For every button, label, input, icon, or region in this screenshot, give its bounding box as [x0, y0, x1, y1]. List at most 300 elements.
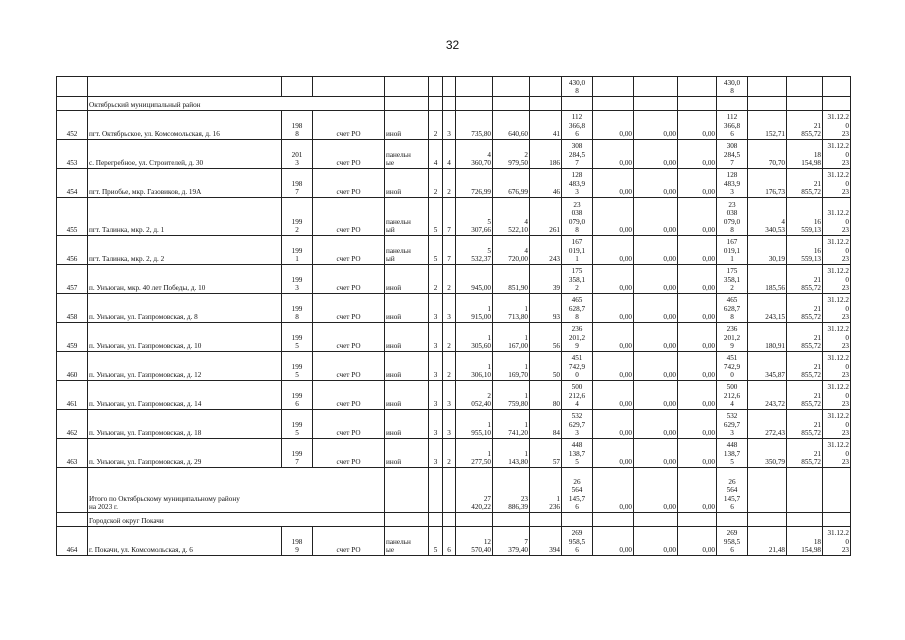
cell-addr: пгт. Талинка, мкр. 2, д. 2 — [88, 236, 282, 265]
total-f3: 0,00 — [678, 468, 717, 513]
cell-f1: 0,00 — [593, 527, 634, 556]
cell-a2: 7 379,40 — [493, 527, 530, 556]
table-cell — [385, 468, 429, 513]
cell-a1: 1 306,10 — [456, 352, 493, 381]
cell-fl: 5 — [429, 236, 443, 265]
table-cell — [429, 513, 443, 527]
cell-fl: 3 — [429, 381, 443, 410]
cell-a1: 735,80 — [456, 111, 493, 140]
cell-a2: 4 522,10 — [493, 198, 530, 236]
table-cell — [787, 468, 823, 513]
table-cell — [634, 77, 678, 97]
cell-f1: 0,00 — [593, 236, 634, 265]
table-row — [57, 265, 851, 294]
cell-no: 455 — [57, 198, 88, 236]
cell-dt: 31.12.20 23 — [823, 265, 851, 294]
section-header-row — [57, 97, 851, 111]
cell-a2: 851,90 — [493, 265, 530, 294]
table-cell — [634, 513, 678, 527]
cell-en: 3 — [443, 294, 456, 323]
total-res: 1 236 — [530, 468, 562, 513]
cell-f3: 0,00 — [678, 381, 717, 410]
cell-tot: 269 958,5 6 — [562, 527, 593, 556]
cell-fl: 5 — [429, 198, 443, 236]
cell-year: 199 5 — [282, 323, 313, 352]
cell-p1: 243,72 — [748, 381, 787, 410]
cell-tot: 451 742,9 0 — [562, 352, 593, 381]
table-cell — [717, 513, 748, 527]
cell-res: 261 — [530, 198, 562, 236]
cell-fl: 3 — [429, 352, 443, 381]
cell-own: 451 742,9 0 — [717, 352, 748, 381]
table-row — [57, 169, 851, 198]
cell-a2: 4 720,00 — [493, 236, 530, 265]
cell-year: 198 7 — [282, 169, 313, 198]
cell-addr: пгт. Октябрьское, ул. Комсомольская, д. 16 — [88, 111, 282, 140]
cell-en: 7 — [443, 236, 456, 265]
cell-f2: 0,00 — [634, 352, 678, 381]
table-cell — [593, 97, 634, 111]
cell-p1: 70,70 — [748, 140, 787, 169]
cell-own: 448 138,7 5 — [717, 439, 748, 468]
cell-own: 532 629,7 3 — [717, 410, 748, 439]
cell-f3: 0,00 — [678, 111, 717, 140]
cell-own: 465 628,7 8 — [717, 294, 748, 323]
cell-dt: 31.12.20 23 — [823, 410, 851, 439]
cell-res: 50 — [530, 352, 562, 381]
cell-p1: 4 340,53 — [748, 198, 787, 236]
cell-en: 2 — [443, 169, 456, 198]
capital-repair-register-table — [56, 76, 851, 556]
cell-a2: 2 979,50 — [493, 140, 530, 169]
cell-addr: п. Унъюган, ул. Газпромовская, д. 18 — [88, 410, 282, 439]
table-cell — [748, 513, 787, 527]
cell-no: 457 — [57, 265, 88, 294]
table-cell — [634, 97, 678, 111]
cell-en: 2 — [443, 265, 456, 294]
cell-year: 199 5 — [282, 410, 313, 439]
cell-addr: п. Унъюган, ул. Газпромовская, д. 29 — [88, 439, 282, 468]
table-cell — [678, 513, 717, 527]
cell-own: 23 038 079,0 8 — [717, 198, 748, 236]
table-cell — [748, 468, 787, 513]
total-row — [57, 468, 851, 513]
cell-no: 452 — [57, 111, 88, 140]
total-label: Итого по Октябрьскому муниципальному району на 2023 г. — [88, 468, 385, 513]
cell-src: счет РО — [313, 439, 385, 468]
cell-fl: 2 — [429, 169, 443, 198]
table-cell — [823, 77, 851, 97]
cell-a2: 1 169,70 — [493, 352, 530, 381]
table-cell — [443, 77, 456, 97]
cell-dt: 31.12.20 23 — [823, 294, 851, 323]
table-cell — [385, 513, 429, 527]
cell-f3: 0,00 — [678, 410, 717, 439]
cell-p2: 21 855,72 — [787, 410, 823, 439]
cell-src: счет РО — [313, 198, 385, 236]
cell-dt: 31.12.20 23 — [823, 111, 851, 140]
table-cell — [57, 513, 88, 527]
cell-en: 4 — [443, 140, 456, 169]
cell-src: счет РО — [313, 236, 385, 265]
cell-f3: 0,00 — [678, 236, 717, 265]
cell-res: 84 — [530, 410, 562, 439]
continuation-row — [57, 77, 851, 97]
table-cell — [57, 97, 88, 111]
cell-addr: г. Покачи, ул. Комсомольская, д. 6 — [88, 527, 282, 556]
cell-f1: 0,00 — [593, 111, 634, 140]
cell-dt: 31.12.20 23 — [823, 140, 851, 169]
cell-res: 56 — [530, 323, 562, 352]
cell-fl: 4 — [429, 140, 443, 169]
table-cell — [456, 77, 493, 97]
cell-a1: 945,00 — [456, 265, 493, 294]
cell-no: 456 — [57, 236, 88, 265]
cell-en: 2 — [443, 323, 456, 352]
cell-res: 394 — [530, 527, 562, 556]
cell-src: счет РО — [313, 265, 385, 294]
cell-f1: 0,00 — [593, 140, 634, 169]
cell-f3: 0,00 — [678, 323, 717, 352]
cell-p2: 16 559,13 — [787, 236, 823, 265]
cell-a1: 5 307,66 — [456, 198, 493, 236]
cell-p1: 21,48 — [748, 527, 787, 556]
cell-src: счет РО — [313, 352, 385, 381]
cell-p1: 176,73 — [748, 169, 787, 198]
cell-dt: 31.12.20 23 — [823, 323, 851, 352]
total-tot: 26 564 145,7 6 — [562, 468, 593, 513]
table-cell — [313, 77, 385, 97]
cell-a1: 1 955,10 — [456, 410, 493, 439]
cell-p1: 243,15 — [748, 294, 787, 323]
cell-src: счет РО — [313, 140, 385, 169]
table-row — [57, 236, 851, 265]
cell-f3: 0,00 — [678, 140, 717, 169]
cell-type: панельн ый — [385, 198, 429, 236]
table-cell — [678, 77, 717, 97]
cell-res: 41 — [530, 111, 562, 140]
table-cell — [57, 77, 88, 97]
cell-f1: 0,00 — [593, 410, 634, 439]
cell-fl: 3 — [429, 410, 443, 439]
cell-p2: 21 855,72 — [787, 439, 823, 468]
table-cell — [562, 97, 593, 111]
table-cell — [787, 77, 823, 97]
table-cell — [593, 77, 634, 97]
cell-p1: 180,91 — [748, 323, 787, 352]
cell-src: счет РО — [313, 381, 385, 410]
cell-year: 198 8 — [282, 111, 313, 140]
cell-a2: 640,60 — [493, 111, 530, 140]
cell-own: 167 019,1 1 — [717, 236, 748, 265]
cell-f2: 0,00 — [634, 439, 678, 468]
cell-own: 128 483,9 3 — [717, 169, 748, 198]
cell-no: 462 — [57, 410, 88, 439]
cell-a2: 1 167,00 — [493, 323, 530, 352]
total-own: 26 564 145,7 6 — [717, 468, 748, 513]
section-header-row — [57, 513, 851, 527]
table-cell — [823, 468, 851, 513]
table-cell: 430,0 8 — [717, 77, 748, 97]
cell-p2: 21 855,72 — [787, 381, 823, 410]
table-cell — [443, 97, 456, 111]
cell-year: 201 3 — [282, 140, 313, 169]
table-cell — [530, 513, 562, 527]
cell-en: 3 — [443, 410, 456, 439]
cell-f2: 0,00 — [634, 198, 678, 236]
table-row — [57, 527, 851, 556]
cell-f1: 0,00 — [593, 439, 634, 468]
table-cell — [823, 513, 851, 527]
cell-no: 460 — [57, 352, 88, 381]
cell-f1: 0,00 — [593, 323, 634, 352]
table-cell — [787, 513, 823, 527]
cell-tot: 175 358,1 2 — [562, 265, 593, 294]
cell-own: 236 201,2 9 — [717, 323, 748, 352]
cell-year: 199 1 — [282, 236, 313, 265]
cell-fl: 3 — [429, 439, 443, 468]
cell-f3: 0,00 — [678, 527, 717, 556]
cell-en: 2 — [443, 439, 456, 468]
table-cell — [717, 97, 748, 111]
table-cell — [429, 468, 443, 513]
cell-addr: с. Перегребное, ул. Строителей, д. 30 — [88, 140, 282, 169]
total-a1: 27 420,22 — [456, 468, 493, 513]
cell-f2: 0,00 — [634, 111, 678, 140]
cell-f3: 0,00 — [678, 294, 717, 323]
cell-year: 199 6 — [282, 381, 313, 410]
table-row — [57, 381, 851, 410]
table-cell: 430,0 8 — [562, 77, 593, 97]
table-cell — [443, 513, 456, 527]
cell-src: счет РО — [313, 111, 385, 140]
table-cell — [493, 513, 530, 527]
table-cell — [385, 97, 429, 111]
table-cell — [530, 77, 562, 97]
cell-f2: 0,00 — [634, 323, 678, 352]
cell-a2: 1 143,80 — [493, 439, 530, 468]
cell-res: 46 — [530, 169, 562, 198]
cell-p2: 21 855,72 — [787, 265, 823, 294]
cell-en: 3 — [443, 111, 456, 140]
cell-no: 453 — [57, 140, 88, 169]
cell-type: иной — [385, 381, 429, 410]
cell-dt: 31.12.20 23 — [823, 169, 851, 198]
cell-p1: 272,43 — [748, 410, 787, 439]
cell-f1: 0,00 — [593, 294, 634, 323]
cell-res: 80 — [530, 381, 562, 410]
cell-year: 199 3 — [282, 265, 313, 294]
cell-year: 199 7 — [282, 439, 313, 468]
cell-f3: 0,00 — [678, 265, 717, 294]
cell-f2: 0,00 — [634, 381, 678, 410]
cell-en: 7 — [443, 198, 456, 236]
cell-tot: 308 284,5 7 — [562, 140, 593, 169]
cell-p1: 345,87 — [748, 352, 787, 381]
table-cell — [748, 97, 787, 111]
cell-f2: 0,00 — [634, 265, 678, 294]
cell-fl: 2 — [429, 111, 443, 140]
cell-type: панельн ые — [385, 140, 429, 169]
total-a2: 23 886,39 — [493, 468, 530, 513]
cell-src: счет РО — [313, 169, 385, 198]
cell-no: 459 — [57, 323, 88, 352]
cell-a1: 1 915,00 — [456, 294, 493, 323]
total-f1: 0,00 — [593, 468, 634, 513]
table-row — [57, 323, 851, 352]
cell-f3: 0,00 — [678, 439, 717, 468]
table-row — [57, 111, 851, 140]
table-row — [57, 294, 851, 323]
cell-p1: 350,79 — [748, 439, 787, 468]
table-cell — [443, 468, 456, 513]
cell-year: 199 5 — [282, 352, 313, 381]
cell-src: счет РО — [313, 527, 385, 556]
table-cell — [493, 77, 530, 97]
cell-res: 243 — [530, 236, 562, 265]
cell-src: счет РО — [313, 294, 385, 323]
cell-p2: 21 855,72 — [787, 169, 823, 198]
cell-f2: 0,00 — [634, 294, 678, 323]
cell-addr: п. Унъюган, мкр. 40 лет Победы, д. 10 — [88, 265, 282, 294]
total-f2: 0,00 — [634, 468, 678, 513]
cell-p2: 21 855,72 — [787, 111, 823, 140]
cell-type: иной — [385, 410, 429, 439]
cell-res: 57 — [530, 439, 562, 468]
cell-no: 458 — [57, 294, 88, 323]
cell-no: 463 — [57, 439, 88, 468]
cell-addr: пгт. Приобье, мкр. Газовиков, д. 19А — [88, 169, 282, 198]
cell-year: 198 9 — [282, 527, 313, 556]
table-cell — [385, 77, 429, 97]
cell-f1: 0,00 — [593, 265, 634, 294]
cell-tot: 465 628,7 8 — [562, 294, 593, 323]
cell-a2: 676,99 — [493, 169, 530, 198]
cell-tot: 23 038 079,0 8 — [562, 198, 593, 236]
cell-tot: 532 629,7 3 — [562, 410, 593, 439]
cell-en: 6 — [443, 527, 456, 556]
cell-fl: 5 — [429, 527, 443, 556]
section-title: Городской округ Покачи — [88, 513, 385, 527]
cell-type: иной — [385, 265, 429, 294]
cell-a1: 12 570,40 — [456, 527, 493, 556]
table-cell — [57, 468, 88, 513]
cell-addr: п. Унъюган, ул. Газпромовская, д. 12 — [88, 352, 282, 381]
cell-a1: 726,99 — [456, 169, 493, 198]
cell-p2: 18 154,98 — [787, 140, 823, 169]
cell-f1: 0,00 — [593, 198, 634, 236]
cell-fl: 3 — [429, 294, 443, 323]
cell-a1: 1 277,50 — [456, 439, 493, 468]
cell-f1: 0,00 — [593, 381, 634, 410]
cell-a1: 5 532,37 — [456, 236, 493, 265]
cell-p2: 18 154,98 — [787, 527, 823, 556]
table-cell — [823, 97, 851, 111]
cell-own: 175 358,1 2 — [717, 265, 748, 294]
table-cell — [530, 97, 562, 111]
cell-res: 39 — [530, 265, 562, 294]
table-cell — [562, 513, 593, 527]
cell-p2: 16 559,13 — [787, 198, 823, 236]
cell-tot: 112 366,8 6 — [562, 111, 593, 140]
cell-dt: 31.12.20 23 — [823, 527, 851, 556]
cell-own: 269 958,5 6 — [717, 527, 748, 556]
cell-a2: 1 713,80 — [493, 294, 530, 323]
table-row — [57, 352, 851, 381]
cell-f3: 0,00 — [678, 352, 717, 381]
cell-src: счет РО — [313, 323, 385, 352]
table-row — [57, 410, 851, 439]
table-cell — [787, 97, 823, 111]
cell-fl: 3 — [429, 323, 443, 352]
cell-own: 500 212,6 4 — [717, 381, 748, 410]
cell-res: 93 — [530, 294, 562, 323]
cell-year: 199 8 — [282, 294, 313, 323]
table-cell — [282, 77, 313, 97]
cell-addr: п. Унъюган, ул. Газпромовская, д. 14 — [88, 381, 282, 410]
table-cell — [88, 77, 282, 97]
cell-f2: 0,00 — [634, 236, 678, 265]
cell-f2: 0,00 — [634, 410, 678, 439]
page-number: 32 — [445, 38, 460, 52]
cell-no: 454 — [57, 169, 88, 198]
cell-src: счет РО — [313, 410, 385, 439]
cell-dt: 31.12.20 23 — [823, 439, 851, 468]
cell-type: иной — [385, 169, 429, 198]
table-cell — [593, 513, 634, 527]
cell-type: иной — [385, 111, 429, 140]
cell-type: иной — [385, 439, 429, 468]
cell-tot: 448 138,7 5 — [562, 439, 593, 468]
cell-p2: 21 855,72 — [787, 294, 823, 323]
cell-a2: 1 741,20 — [493, 410, 530, 439]
cell-no: 464 — [57, 527, 88, 556]
cell-tot: 236 201,2 9 — [562, 323, 593, 352]
cell-p2: 21 855,72 — [787, 323, 823, 352]
cell-p1: 185,56 — [748, 265, 787, 294]
cell-dt: 31.12.20 23 — [823, 381, 851, 410]
cell-p1: 152,71 — [748, 111, 787, 140]
cell-a2: 1 759,80 — [493, 381, 530, 410]
table-cell — [429, 97, 443, 111]
cell-a1: 1 305,60 — [456, 323, 493, 352]
cell-p2: 21 855,72 — [787, 352, 823, 381]
table-row — [57, 439, 851, 468]
cell-addr: п. Унъюган, ул. Газпромовская, д. 10 — [88, 323, 282, 352]
table-cell — [493, 97, 530, 111]
cell-type: иной — [385, 323, 429, 352]
table-cell — [748, 77, 787, 97]
cell-f1: 0,00 — [593, 352, 634, 381]
cell-en: 2 — [443, 352, 456, 381]
cell-f1: 0,00 — [593, 169, 634, 198]
cell-p1: 30,19 — [748, 236, 787, 265]
cell-f2: 0,00 — [634, 140, 678, 169]
cell-dt: 31.12.20 23 — [823, 198, 851, 236]
table-cell — [429, 77, 443, 97]
table-cell — [456, 97, 493, 111]
cell-year: 199 2 — [282, 198, 313, 236]
table-cell — [678, 97, 717, 111]
cell-own: 112 366,8 6 — [717, 111, 748, 140]
cell-tot: 500 212,6 4 — [562, 381, 593, 410]
cell-type: панельн ые — [385, 527, 429, 556]
cell-type: иной — [385, 352, 429, 381]
cell-no: 461 — [57, 381, 88, 410]
cell-dt: 31.12.20 23 — [823, 236, 851, 265]
section-title: Октябрьский муниципальный район — [88, 97, 385, 111]
cell-f2: 0,00 — [634, 527, 678, 556]
